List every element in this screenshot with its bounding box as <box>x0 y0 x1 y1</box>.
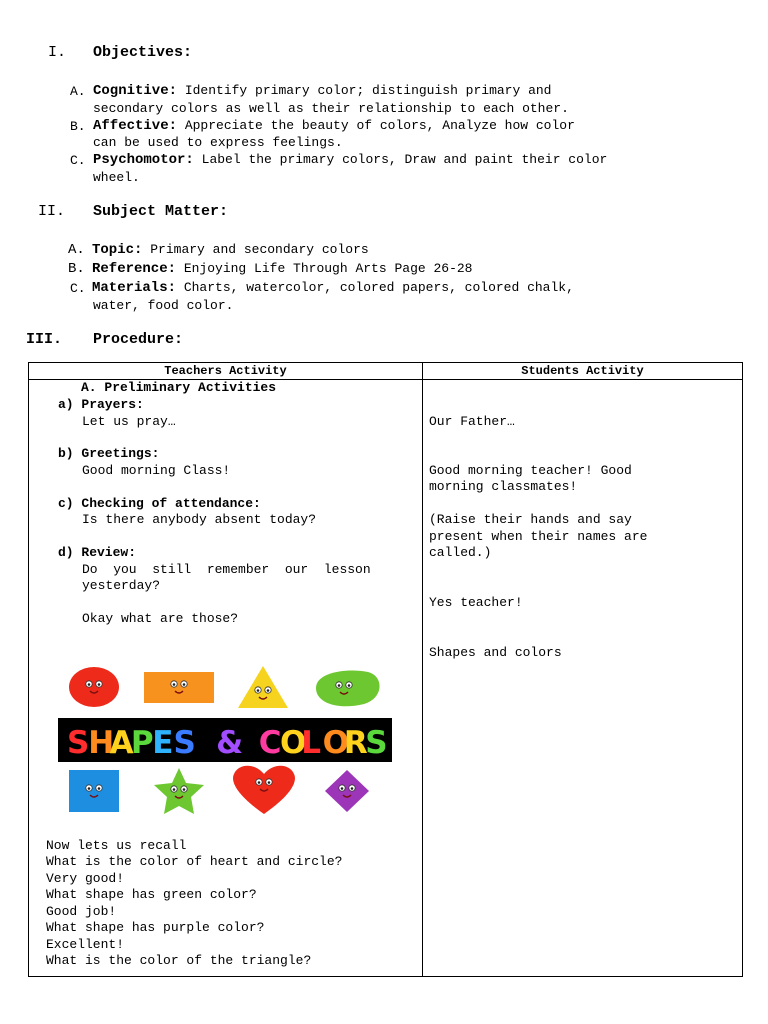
objective-psychomotor-line2: wheel. <box>93 170 140 185</box>
recall-line: What shape has purple color? <box>46 920 265 935</box>
banner-letter: S <box>365 725 388 761</box>
section-heading-objectives: Objectives: <box>93 44 193 61</box>
recall-line: Now lets us recall <box>46 838 187 853</box>
student-review-answer: Yes teacher! <box>429 595 523 610</box>
objective-cognitive-line2: secondary colors as well as their relationship to each other. <box>93 101 569 116</box>
attendance-label: c) Checking of attendance: <box>58 496 261 511</box>
student-attendance-line3: called.) <box>429 545 492 560</box>
students-activity-header: Students Activity <box>423 363 743 380</box>
banner-title <box>67 725 388 761</box>
blue-square-shape <box>69 770 119 812</box>
student-greetings-line2: morning classmates! <box>429 479 578 494</box>
attendance-text: Is there anybody absent today? <box>82 512 317 527</box>
recall-line: What is the color of heart and circle? <box>46 854 343 869</box>
prayers-label: a) Prayers: <box>58 397 144 412</box>
recall-line: Excellent! <box>46 937 125 952</box>
section-heading-subject-matter: Subject Matter: <box>93 203 229 220</box>
green-oval-shape <box>316 671 380 707</box>
student-prayers: Our Father… <box>429 414 515 429</box>
student-attendance-line2: present when their names are <box>429 529 648 544</box>
objective-letter-a: A. <box>70 84 86 99</box>
review-line3: Okay what are those? <box>82 611 239 626</box>
section-numeral-procedure: III. <box>26 331 63 348</box>
students-activity-cell <box>423 380 743 977</box>
greetings-text: Good morning Class! <box>82 463 231 478</box>
section-numeral-objectives: I. <box>48 44 67 61</box>
subject-reference: Reference: Enjoying Life Through Arts Page 26-28 <box>92 261 473 277</box>
student-attendance-line1: (Raise their hands and say <box>429 512 632 527</box>
yellow-triangle-shape <box>238 666 288 708</box>
banner-letter: O <box>322 725 349 761</box>
recall-line: What shape has green color? <box>46 887 257 902</box>
objective-letter-c: C. <box>70 153 86 168</box>
section-numeral-subject-matter: II. <box>38 203 66 220</box>
red-circle-shape <box>69 667 119 707</box>
banner-letter: S <box>173 725 196 761</box>
review-line1: Do you still remember our lesson <box>82 562 371 577</box>
purple-diamond-shape <box>325 770 369 812</box>
review-line2: yesterday? <box>82 578 161 593</box>
orange-rectangle-shape <box>144 672 214 703</box>
student-greetings-line1: Good morning teacher! Good <box>429 463 632 478</box>
banner-letter: R <box>343 725 368 761</box>
objective-affective: Affective: Appreciate the beauty of colors, Analyze how color <box>93 118 575 134</box>
objective-letter-b: B. <box>70 119 86 134</box>
subject-letter-b: B. <box>68 261 85 277</box>
green-star-shape <box>154 768 204 814</box>
shapes-and-colors-illustration <box>58 662 394 822</box>
banner-letter: E <box>152 725 174 761</box>
recall-line: What is the color of the triangle? <box>46 953 312 968</box>
greetings-label: b) Greetings: <box>58 446 160 461</box>
subject-letter-c: C. <box>70 281 86 296</box>
student-those-answer: Shapes and colors <box>429 645 562 660</box>
subject-materials: Materials: Charts, watercolor, colored papers, colored chalk, <box>92 280 574 296</box>
objective-affective-line2: can be used to express feelings. <box>93 135 343 150</box>
section-heading-procedure: Procedure: <box>93 331 184 348</box>
shapes-and-colors-banner <box>58 718 392 762</box>
banner-letter: & <box>216 725 244 761</box>
subject-topic: Topic: Primary and secondary colors <box>92 242 369 258</box>
review-label: d) Review: <box>58 545 137 560</box>
banner-letter: P <box>130 725 154 761</box>
objective-cognitive: Cognitive: Identify primary color; distinguish primary and <box>93 83 552 99</box>
banner-letter: S <box>67 725 90 761</box>
banner-letter: C <box>258 725 282 761</box>
subject-letter-a: A. <box>68 242 85 258</box>
banner-letter: H <box>88 725 115 761</box>
recall-line: Very good! <box>46 871 125 886</box>
banner-letter: A <box>109 725 134 761</box>
subject-materials-line2: water, food color. <box>93 298 234 313</box>
recall-line: Good job! <box>46 904 117 919</box>
prayers-text: Let us pray… <box>82 414 176 429</box>
red-heart-shape <box>233 766 295 814</box>
banner-letter: L <box>301 725 322 761</box>
banner-letter: O <box>280 725 307 761</box>
preliminary-activities-title: A. Preliminary Activities <box>81 380 277 395</box>
objective-psychomotor: Psychomotor: Label the primary colors, Draw and paint their color <box>93 152 608 168</box>
teachers-activity-header: Teachers Activity <box>29 363 423 380</box>
